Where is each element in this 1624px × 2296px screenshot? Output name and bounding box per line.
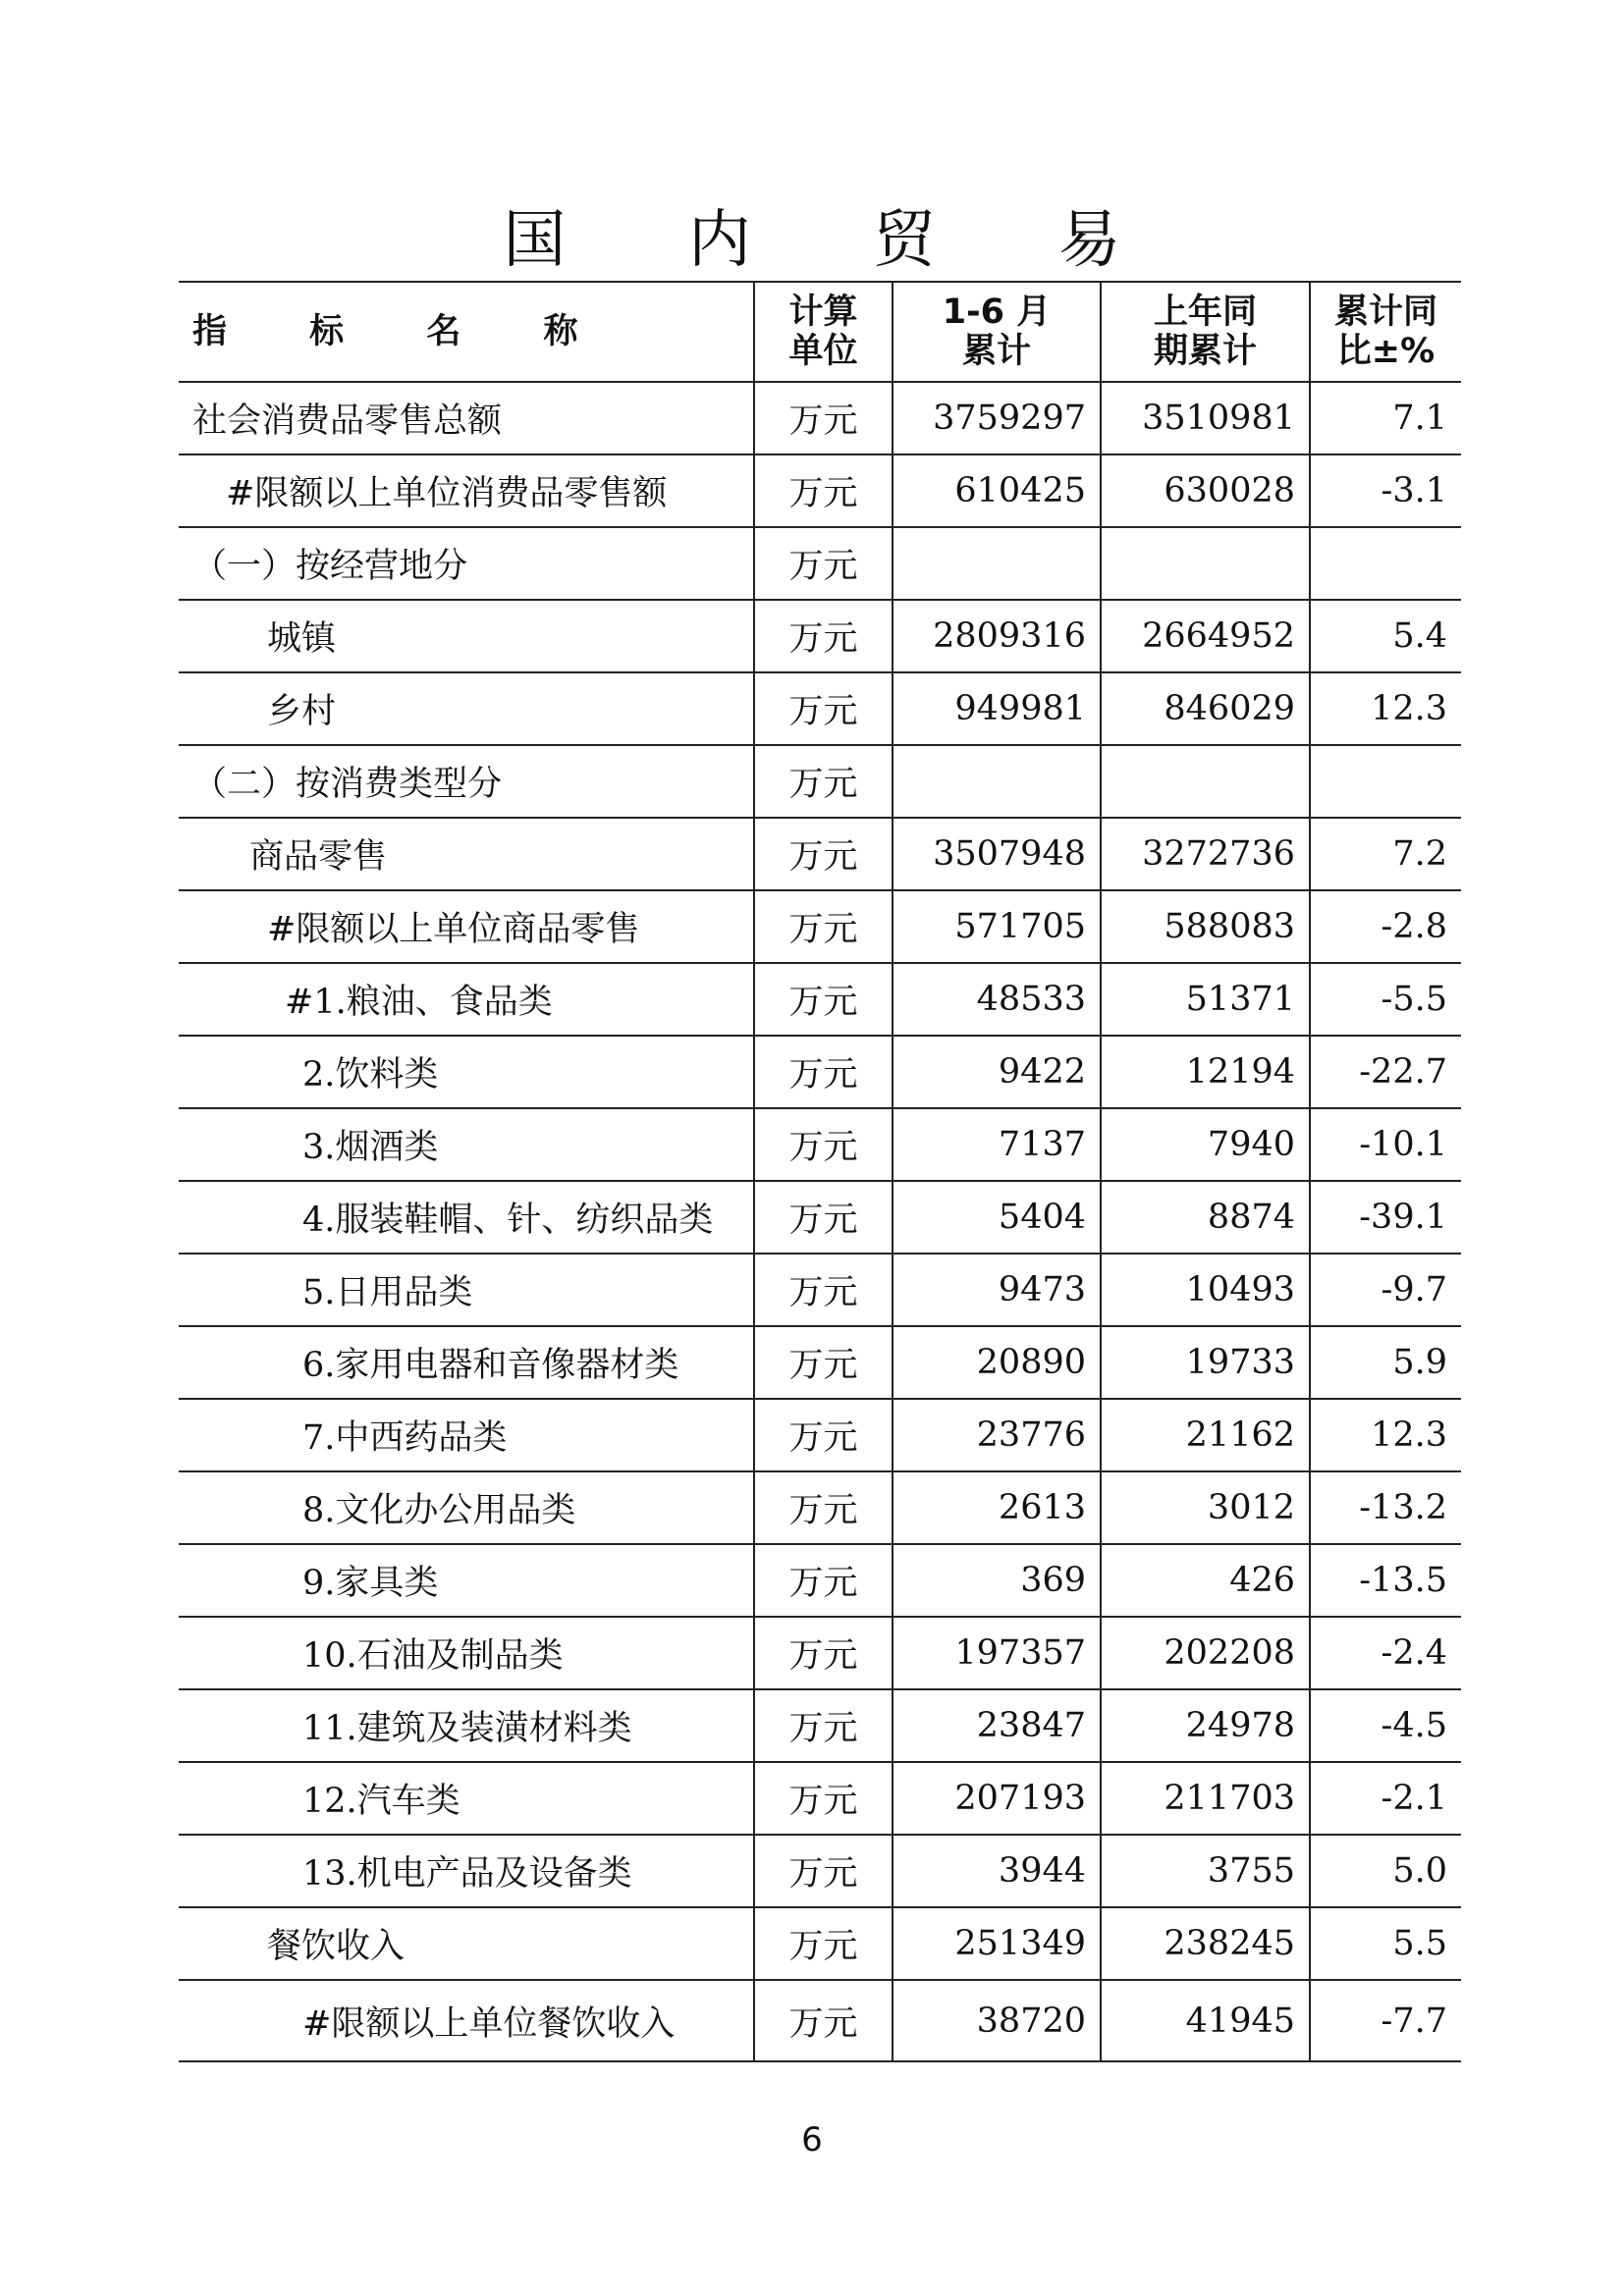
row-change: -5.5 xyxy=(1310,963,1461,1036)
row-name: 10.石油及制品类 xyxy=(179,1617,754,1689)
header-current-line1: 1-6 月 xyxy=(942,293,1052,332)
row-unit: 万元 xyxy=(754,1907,893,1980)
table-row xyxy=(179,1980,1461,2061)
table-row xyxy=(179,1108,1461,1181)
row-change: -2.4 xyxy=(1310,1617,1461,1689)
row-name: 11.建筑及装潢材料类 xyxy=(179,1689,754,1762)
row-previous: 426 xyxy=(1101,1544,1310,1617)
row-change: -10.1 xyxy=(1310,1108,1461,1181)
row-current: 207193 xyxy=(893,1762,1101,1835)
row-change: -3.1 xyxy=(1310,454,1461,527)
row-name: 6.家用电器和音像器材类 xyxy=(179,1326,754,1399)
row-change: 5.9 xyxy=(1310,1326,1461,1399)
row-name: 商品零售 xyxy=(179,818,754,890)
row-name: （一）按经营地分 xyxy=(179,527,754,600)
row-previous: 19733 xyxy=(1101,1326,1310,1399)
row-name: 4.服装鞋帽、针、纺织品类 xyxy=(179,1181,754,1254)
table-row xyxy=(179,1689,1461,1762)
row-change: 5.4 xyxy=(1310,600,1461,672)
header-current xyxy=(893,282,1101,382)
row-unit: 万元 xyxy=(754,818,893,890)
row-unit: 万元 xyxy=(754,382,893,454)
row-current: 2613 xyxy=(893,1471,1101,1544)
row-previous: 3755 xyxy=(1101,1835,1310,1907)
row-unit: 万元 xyxy=(754,600,893,672)
row-unit: 万元 xyxy=(754,672,893,745)
header-change xyxy=(1310,282,1461,382)
row-current: 23847 xyxy=(893,1689,1101,1762)
page-number: 6 xyxy=(801,2120,823,2160)
row-change: -13.2 xyxy=(1310,1471,1461,1544)
row-unit: 万元 xyxy=(754,1181,893,1254)
row-name: #限额以上单位消费品零售额 xyxy=(179,454,754,527)
page-title: 国 内 贸 易 xyxy=(503,204,1172,277)
table-row xyxy=(179,1326,1461,1399)
table-row xyxy=(179,1036,1461,1108)
row-unit: 万元 xyxy=(754,1835,893,1907)
row-change: -13.5 xyxy=(1310,1544,1461,1617)
header-unit xyxy=(754,282,893,382)
table-body xyxy=(179,382,1461,2061)
row-current: 571705 xyxy=(893,890,1101,963)
table-row xyxy=(179,890,1461,963)
row-previous: 3012 xyxy=(1101,1471,1310,1544)
row-change: -9.7 xyxy=(1310,1254,1461,1326)
row-name: #限额以上单位商品零售 xyxy=(179,890,754,963)
row-current: 48533 xyxy=(893,963,1101,1036)
table-row xyxy=(179,1907,1461,1980)
row-current xyxy=(893,527,1101,600)
row-unit: 万元 xyxy=(754,527,893,600)
row-previous: 3272736 xyxy=(1101,818,1310,890)
row-current: 9473 xyxy=(893,1254,1101,1326)
row-previous: 8874 xyxy=(1101,1181,1310,1254)
row-name: 9.家具类 xyxy=(179,1544,754,1617)
row-name: 城镇 xyxy=(179,600,754,672)
table-row xyxy=(179,527,1461,600)
row-change xyxy=(1310,527,1461,600)
row-previous: 2664952 xyxy=(1101,600,1310,672)
table-row xyxy=(179,600,1461,672)
table-row xyxy=(179,1762,1461,1835)
row-current xyxy=(893,745,1101,818)
row-previous: 7940 xyxy=(1101,1108,1310,1181)
row-name: 5.日用品类 xyxy=(179,1254,754,1326)
row-change: 12.3 xyxy=(1310,672,1461,745)
row-name: 餐饮收入 xyxy=(179,1907,754,1980)
row-unit: 万元 xyxy=(754,1617,893,1689)
row-change: 12.3 xyxy=(1310,1399,1461,1471)
row-current: 197357 xyxy=(893,1617,1101,1689)
header-previous-line1: 上年同 xyxy=(1153,293,1257,332)
row-current: 3759297 xyxy=(893,382,1101,454)
row-previous: 202208 xyxy=(1101,1617,1310,1689)
table-row xyxy=(179,1254,1461,1326)
row-change: -2.1 xyxy=(1310,1762,1461,1835)
header-change-line2: 比±% xyxy=(1336,332,1435,371)
row-current: 949981 xyxy=(893,672,1101,745)
header-unit-line1: 计算 xyxy=(788,293,858,332)
row-change xyxy=(1310,745,1461,818)
row-change: 7.1 xyxy=(1310,382,1461,454)
row-previous: 51371 xyxy=(1101,963,1310,1036)
row-previous: 846029 xyxy=(1101,672,1310,745)
header-row xyxy=(179,282,1461,382)
row-current: 251349 xyxy=(893,1907,1101,1980)
row-previous: 41945 xyxy=(1101,1980,1310,2061)
row-previous: 24978 xyxy=(1101,1689,1310,1762)
row-unit: 万元 xyxy=(754,1326,893,1399)
row-name: #限额以上单位餐饮收入 xyxy=(179,1980,754,2061)
row-name: 乡村 xyxy=(179,672,754,745)
table-row xyxy=(179,1181,1461,1254)
row-change: -7.7 xyxy=(1310,1980,1461,2061)
row-name: 8.文化办公用品类 xyxy=(179,1471,754,1544)
row-change: 7.2 xyxy=(1310,818,1461,890)
row-current: 3507948 xyxy=(893,818,1101,890)
header-indicator-name: 指 标 名 称 xyxy=(179,282,754,382)
row-name: 12.汽车类 xyxy=(179,1762,754,1835)
table-row xyxy=(179,1544,1461,1617)
table-header xyxy=(179,282,1461,382)
row-current: 9422 xyxy=(893,1036,1101,1108)
row-previous: 3510981 xyxy=(1101,382,1310,454)
table-row xyxy=(179,454,1461,527)
row-current: 5404 xyxy=(893,1181,1101,1254)
row-current: 7137 xyxy=(893,1108,1101,1181)
row-previous: 630028 xyxy=(1101,454,1310,527)
row-current: 610425 xyxy=(893,454,1101,527)
header-change-line1: 累计同 xyxy=(1333,293,1437,332)
row-name: 13.机电产品及设备类 xyxy=(179,1835,754,1907)
table-row xyxy=(179,963,1461,1036)
row-previous: 238245 xyxy=(1101,1907,1310,1980)
row-name: 3.烟酒类 xyxy=(179,1108,754,1181)
row-name: #1.粮油、食品类 xyxy=(179,963,754,1036)
row-unit: 万元 xyxy=(754,1036,893,1108)
row-current: 20890 xyxy=(893,1326,1101,1399)
row-unit: 万元 xyxy=(754,1544,893,1617)
row-unit: 万元 xyxy=(754,1980,893,2061)
row-previous xyxy=(1101,527,1310,600)
row-unit: 万元 xyxy=(754,1254,893,1326)
row-name: 社会消费品零售总额 xyxy=(179,382,754,454)
row-unit: 万元 xyxy=(754,745,893,818)
row-change: 5.0 xyxy=(1310,1835,1461,1907)
row-unit: 万元 xyxy=(754,890,893,963)
header-current-line2: 累计 xyxy=(961,332,1031,371)
row-previous: 21162 xyxy=(1101,1399,1310,1471)
table-row xyxy=(179,1617,1461,1689)
table-row xyxy=(179,382,1461,454)
table-row xyxy=(179,745,1461,818)
table-row xyxy=(179,1399,1461,1471)
row-current: 23776 xyxy=(893,1399,1101,1471)
retail-statistics-table xyxy=(179,281,1461,2062)
row-unit: 万元 xyxy=(754,1399,893,1471)
row-unit: 万元 xyxy=(754,1762,893,1835)
table-row xyxy=(179,818,1461,890)
row-previous xyxy=(1101,745,1310,818)
row-unit: 万元 xyxy=(754,454,893,527)
row-previous: 10493 xyxy=(1101,1254,1310,1326)
row-unit: 万元 xyxy=(754,1471,893,1544)
row-name: 2.饮料类 xyxy=(179,1036,754,1108)
row-current: 2809316 xyxy=(893,600,1101,672)
row-current: 369 xyxy=(893,1544,1101,1617)
row-previous: 12194 xyxy=(1101,1036,1310,1108)
table-row xyxy=(179,1835,1461,1907)
table-row xyxy=(179,672,1461,745)
row-current: 3944 xyxy=(893,1835,1101,1907)
row-change: -4.5 xyxy=(1310,1689,1461,1762)
row-change: -39.1 xyxy=(1310,1181,1461,1254)
row-previous: 588083 xyxy=(1101,890,1310,963)
row-unit: 万元 xyxy=(754,1108,893,1181)
header-previous-line2: 期累计 xyxy=(1153,332,1257,371)
table-row xyxy=(179,1471,1461,1544)
row-current: 38720 xyxy=(893,1980,1101,2061)
row-change: -2.8 xyxy=(1310,890,1461,963)
header-previous xyxy=(1101,282,1310,382)
row-unit: 万元 xyxy=(754,1689,893,1762)
row-name: （二）按消费类型分 xyxy=(179,745,754,818)
row-change: -22.7 xyxy=(1310,1036,1461,1108)
row-change: 5.5 xyxy=(1310,1907,1461,1980)
header-unit-line2: 单位 xyxy=(788,332,858,371)
row-name: 7.中西药品类 xyxy=(179,1399,754,1471)
row-unit: 万元 xyxy=(754,963,893,1036)
row-previous: 211703 xyxy=(1101,1762,1310,1835)
